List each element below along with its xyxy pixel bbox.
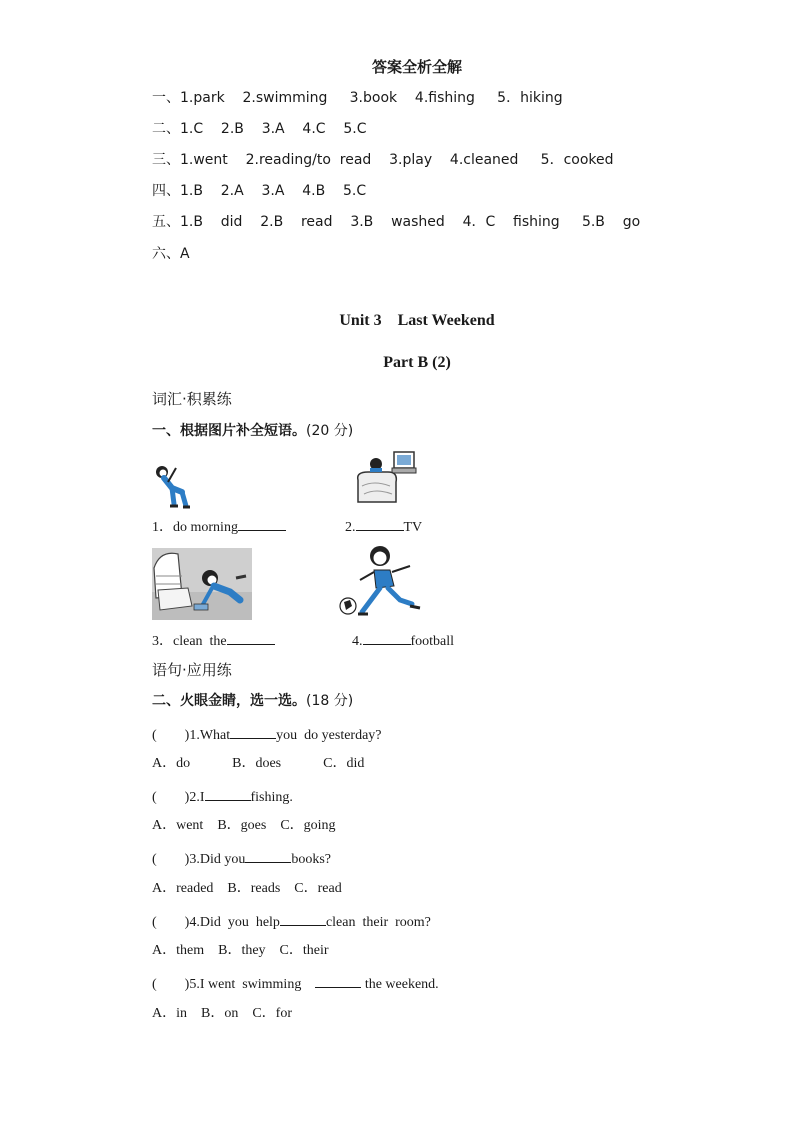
answer-key-title: 答案全析全解 xyxy=(371,58,462,76)
question-4-paren[interactable]: ( ) xyxy=(152,915,190,930)
question-2-paren[interactable]: ( ) xyxy=(152,790,190,805)
vocab-item-1 xyxy=(152,516,286,537)
question-5-blank xyxy=(315,973,361,988)
question-4-stem-end: clean their room? xyxy=(325,915,431,930)
boy-watching-tv-icon xyxy=(354,446,418,508)
question-1-paren[interactable]: ( ) xyxy=(152,728,190,743)
vocab-item-3-blank[interactable] xyxy=(227,630,275,645)
vocab-item-2-text: 2. xyxy=(345,520,356,535)
question-5-paren[interactable]: ( ) xyxy=(152,977,190,992)
question-5-stem-end: the weekend. xyxy=(361,977,439,992)
vocab-item-2-suffix: TV xyxy=(403,520,423,535)
vocab-section-title: 词汇·积累练 xyxy=(152,390,232,408)
vocab-item-4-text: 4. xyxy=(352,634,363,649)
question-3-blank xyxy=(245,848,291,863)
vocab-heading-text: 一、根据图片补全短语。 xyxy=(152,423,306,439)
question-5-options: A．in B．on C．for xyxy=(152,1006,292,1021)
vocab-item-1-blank[interactable] xyxy=(238,516,286,531)
answer-line-5: 五、1.B did 2.B read 3.B washed 4．C fishing 5.B go xyxy=(152,214,641,230)
question-1 xyxy=(152,724,382,745)
vocab-item-4-suffix: football xyxy=(410,634,455,649)
question-5-stem: 5.I went swimming xyxy=(189,977,316,992)
vocab-item-2-blank[interactable] xyxy=(356,516,404,531)
question-3-paren[interactable]: ( ) xyxy=(152,852,190,867)
vocab-item-4-blank[interactable] xyxy=(363,630,411,645)
vocab-item-1-text: 1．do morning xyxy=(152,520,238,535)
question-4 xyxy=(152,911,431,932)
unit-title: Unit 3 Last Weekend xyxy=(339,312,495,329)
vocab-heading-score: (20 分) xyxy=(306,423,354,439)
vocab-item-2 xyxy=(345,516,422,537)
question-1-stem: 1.What xyxy=(189,728,231,743)
answer-line-6: 六、A xyxy=(152,246,190,262)
boy-playing-football-icon xyxy=(338,542,424,620)
sentence-section-title: 语句·应用练 xyxy=(152,661,232,679)
part-title: Part B (2) xyxy=(383,354,451,371)
question-4-stem: 4.Did you help xyxy=(189,915,280,930)
girl-exercising-icon xyxy=(150,462,194,510)
question-1-blank xyxy=(230,724,276,739)
question-3-stem-end: books? xyxy=(291,852,331,867)
question-2-options: A．went B．goes C．going xyxy=(152,818,336,833)
answer-line-3: 三、1.went 2.reading/to read 3.play 4.cleaned 5．cooked xyxy=(152,152,614,168)
question-1-options: A．do B．does C．did xyxy=(152,756,365,771)
answer-line-1: 一、1.park 2.swimming 3.book 4.fishing 5．hiking xyxy=(152,90,563,106)
sentence-heading-text: 二、火眼金睛，选一选。 xyxy=(152,693,306,709)
sentence-heading-score: (18 分) xyxy=(306,693,354,709)
answer-line-2: 二、1.C 2.B 3.A 4.C 5.C xyxy=(152,121,367,137)
question-5 xyxy=(152,973,439,994)
question-4-blank xyxy=(280,911,326,926)
question-2-stem-end: fishing. xyxy=(250,790,293,805)
vocab-item-4 xyxy=(352,630,454,651)
question-2-stem: 2.I xyxy=(189,790,205,805)
vocab-item-3 xyxy=(152,630,275,651)
question-2 xyxy=(152,786,293,807)
question-3-stem: 3.Did you xyxy=(189,852,246,867)
question-4-options: A．them B．they C．their xyxy=(152,943,329,958)
answer-line-4: 四、1.B 2.A 3.A 4.B 5.C xyxy=(152,183,367,199)
question-3 xyxy=(152,848,331,869)
vocab-item-3-text: 3．clean the xyxy=(152,634,227,649)
question-2-blank xyxy=(205,786,251,801)
question-3-options: A．readed B．reads C．read xyxy=(152,881,342,896)
sentence-heading xyxy=(152,692,353,711)
vocab-heading xyxy=(152,422,353,441)
question-1-stem-end: you do yesterday? xyxy=(276,728,382,743)
girl-cleaning-floor-icon xyxy=(152,548,252,620)
